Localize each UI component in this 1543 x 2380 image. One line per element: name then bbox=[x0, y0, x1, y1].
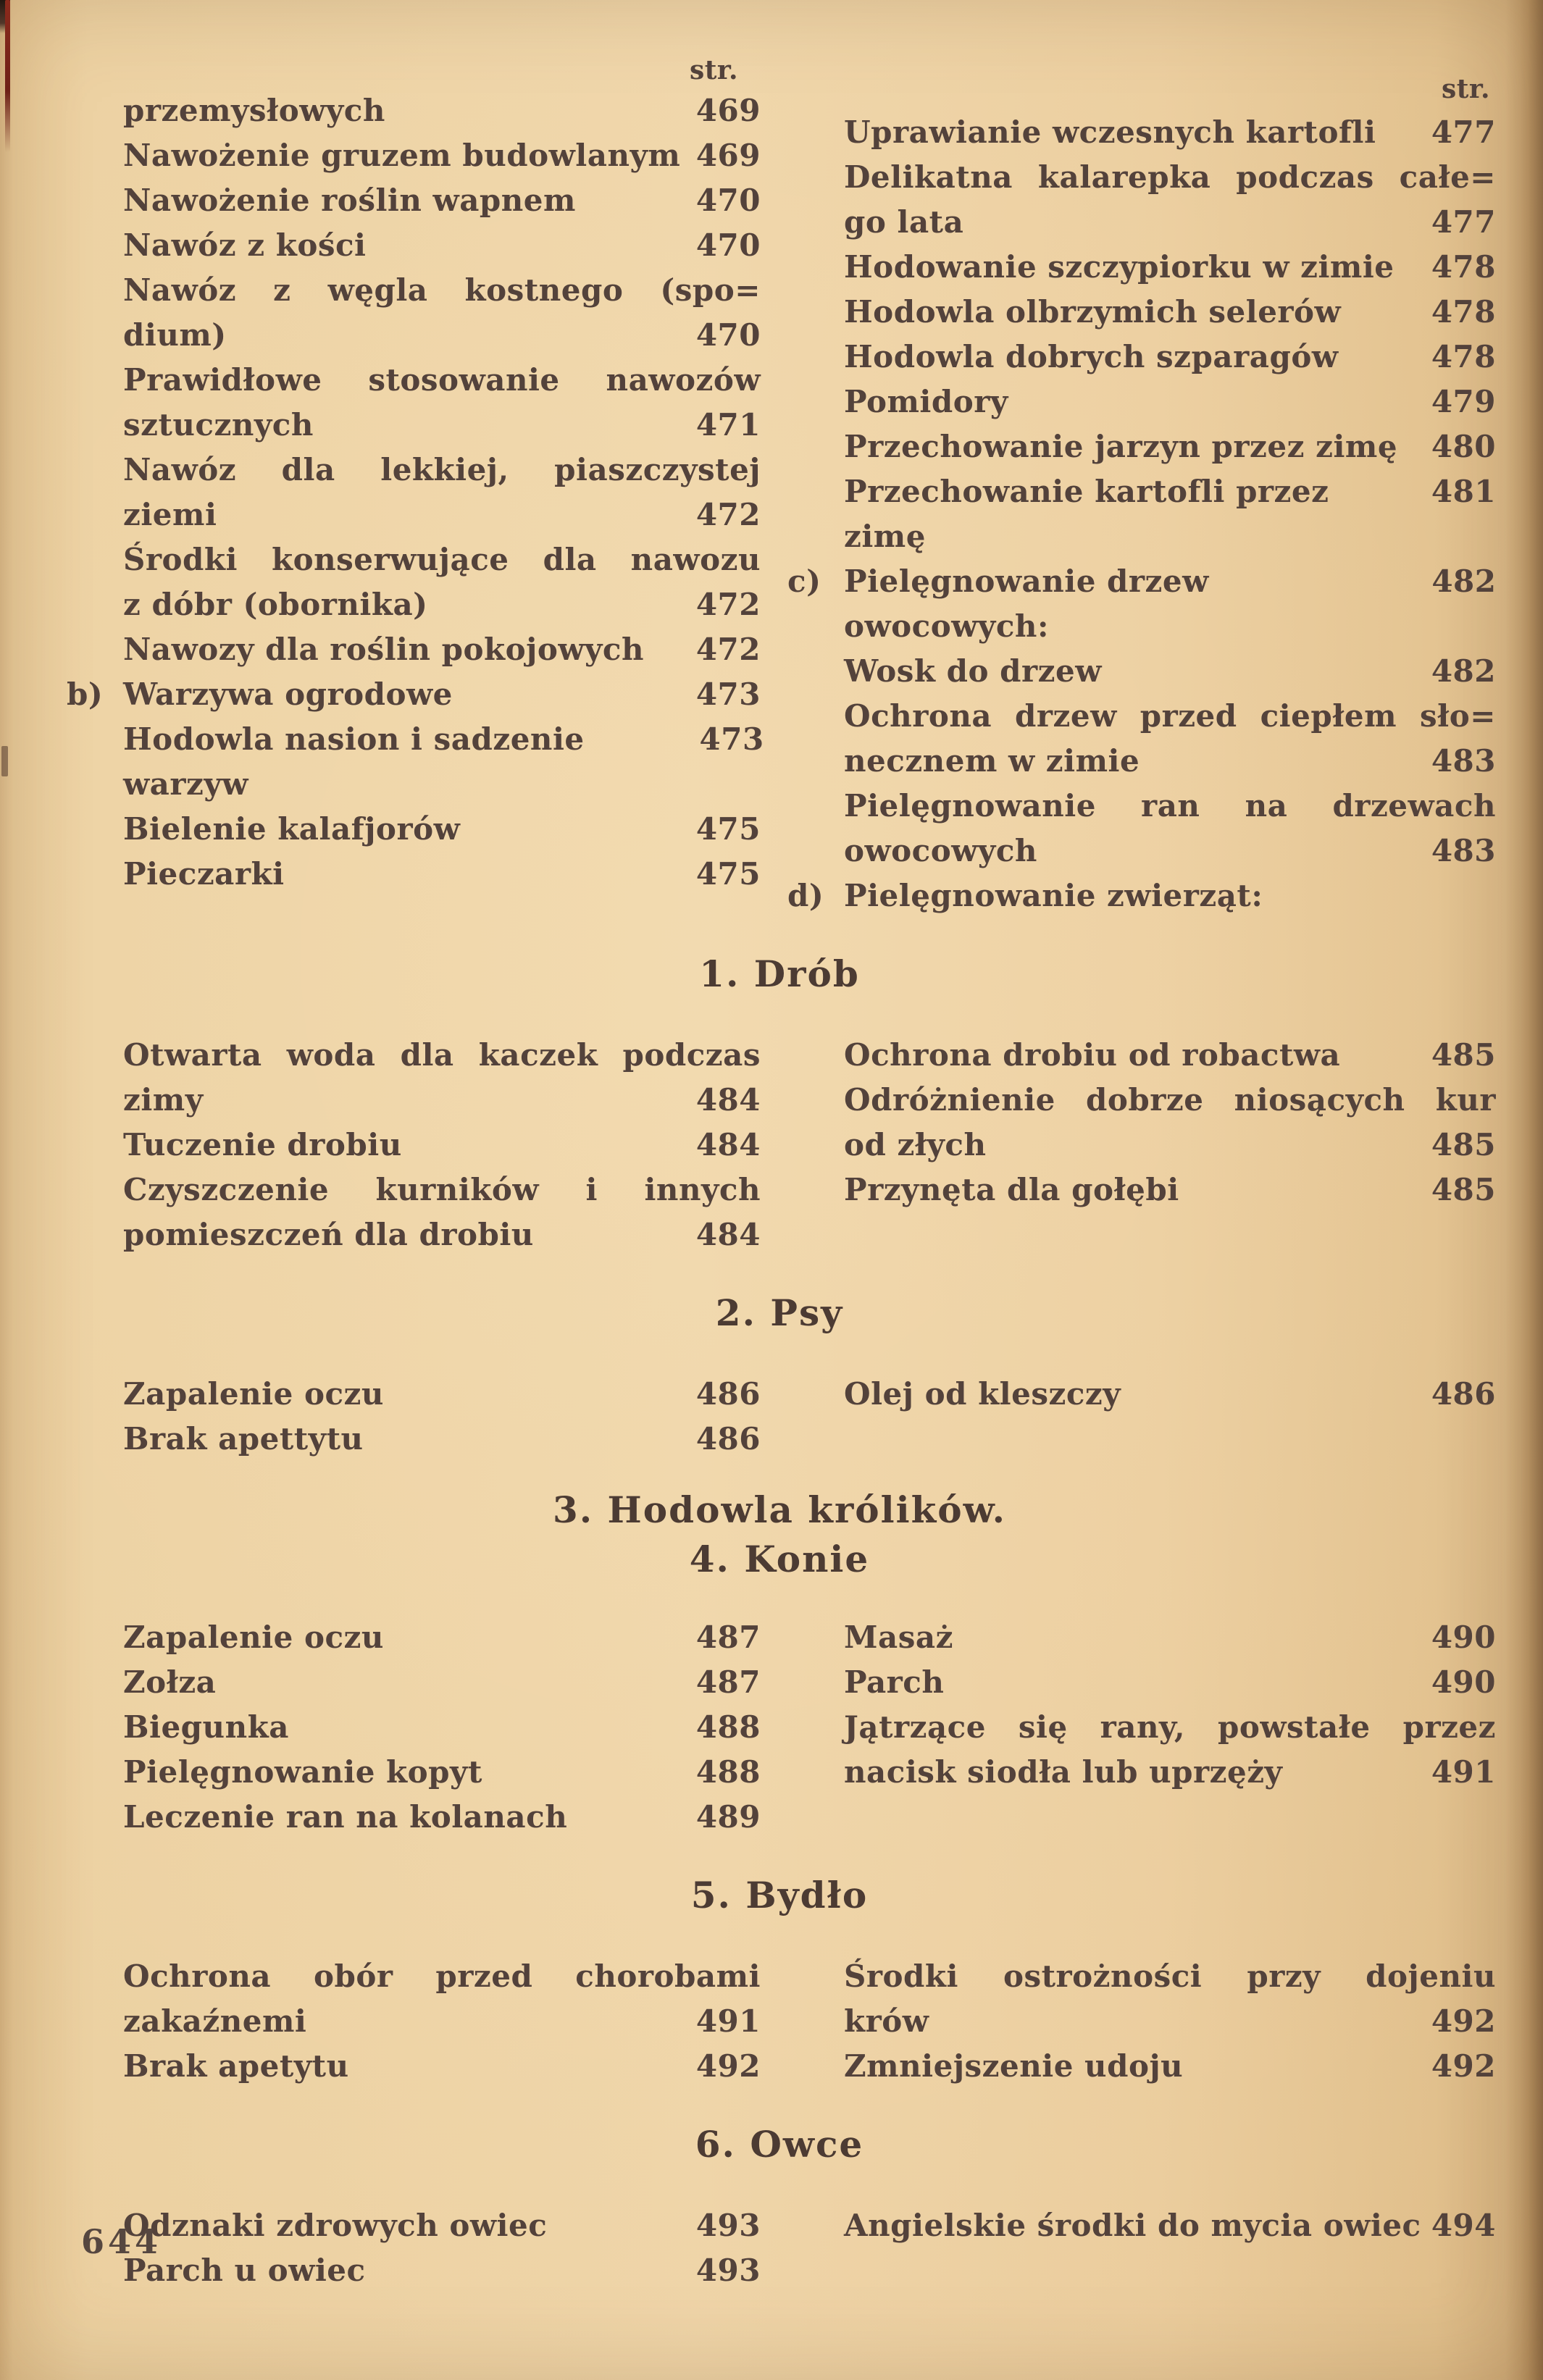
toc-entry bbox=[844, 649, 1496, 694]
entry-page-number: 478 bbox=[1431, 294, 1496, 330]
toc-entry bbox=[844, 290, 1496, 335]
toc-entry bbox=[844, 110, 1496, 155]
entry-last-line bbox=[123, 2248, 761, 2293]
section-columns bbox=[0, 1954, 1543, 2089]
toc-entry bbox=[123, 1123, 761, 1168]
entry-title: pomieszczeń dla drobiu bbox=[123, 1217, 534, 1252]
entry-last-line bbox=[123, 1795, 761, 1840]
entry-page-number: 470 bbox=[695, 227, 761, 263]
entry-title: Bielenie kalafjorów bbox=[123, 811, 461, 847]
entry-title: Leczenie ran na kolanach bbox=[123, 1799, 568, 1835]
entry-last-line bbox=[844, 1168, 1496, 1212]
toc-entry bbox=[844, 245, 1496, 290]
toc-entry bbox=[123, 358, 761, 448]
entry-title: zimy bbox=[123, 1082, 204, 1118]
entry-last-line bbox=[844, 245, 1496, 290]
section-heading: 1. Drób bbox=[699, 952, 860, 995]
toc-entry bbox=[844, 1033, 1496, 1078]
entry-page-number: 486 bbox=[1431, 1376, 1496, 1412]
entry-last-line bbox=[844, 290, 1496, 335]
entry-title: Odznaki zdrowych owiec bbox=[123, 2208, 548, 2243]
toc-entry bbox=[123, 448, 761, 537]
entry-text-line: Nawóz dla lekkiej, piaszczystej bbox=[123, 452, 761, 487]
entry-last-line bbox=[844, 335, 1496, 380]
entry-title: Pielęgnowanie drzew owocowych: bbox=[844, 563, 1209, 644]
entry-last-line bbox=[844, 1033, 1496, 1078]
entry-title: Masaż bbox=[844, 1620, 953, 1655]
entry-last-line bbox=[123, 2203, 761, 2248]
toc-entry bbox=[123, 1750, 761, 1795]
entry-title: Pieczarki bbox=[123, 856, 285, 892]
section-left-column bbox=[123, 1372, 761, 1462]
section-heading: 3. Hodowla królików. bbox=[552, 1488, 1007, 1531]
entry-title: przemysłowych bbox=[123, 93, 385, 128]
section-right-column bbox=[844, 2203, 1496, 2248]
toc-entry bbox=[844, 1168, 1496, 1212]
toc-entry bbox=[844, 380, 1496, 424]
entry-last-line bbox=[844, 110, 1496, 155]
entry-title: Nawożenie gruzem budowlanym bbox=[123, 138, 681, 173]
entry-text-line: Nawóz z węgla kostnego (spo= bbox=[123, 272, 761, 308]
section-columns bbox=[0, 2203, 1543, 2293]
entry-page-number: 491 bbox=[1431, 1754, 1496, 1790]
entry-title: Przechowanie kartofli przez zimę bbox=[844, 474, 1329, 554]
entry-last-line bbox=[844, 1660, 1496, 1705]
entry-last-line bbox=[844, 1123, 1496, 1168]
entry-title: Przynęta dla gołębi bbox=[844, 1172, 1179, 1207]
entry-page-number: 484 bbox=[695, 1217, 761, 1252]
entry-last-line bbox=[844, 1999, 1496, 2044]
entry-last-line bbox=[123, 313, 761, 358]
entry-title: Nawóz z kości bbox=[123, 227, 367, 263]
toc-entry bbox=[123, 2248, 761, 2293]
toc-entry bbox=[844, 335, 1496, 380]
entry-title: ziemi bbox=[123, 497, 217, 532]
entry-page-number: 482 bbox=[1431, 653, 1496, 689]
entry-title: Zmniejszenie udoju bbox=[844, 2048, 1184, 2084]
entry-title: owocowych bbox=[844, 833, 1037, 868]
entry-last-line bbox=[123, 672, 761, 717]
toc-entry bbox=[123, 852, 761, 897]
entry-last-line bbox=[844, 1750, 1496, 1795]
list-marker: d) bbox=[787, 878, 824, 913]
entry-page-number: 477 bbox=[1431, 114, 1496, 150]
entry-last-line bbox=[844, 873, 1496, 918]
entry-title: krów bbox=[844, 2003, 929, 2039]
entry-text-line: Ochrona obór przed chorobami bbox=[123, 1958, 761, 1994]
entry-page-number: 478 bbox=[1431, 339, 1496, 374]
entry-title: zakaźnemi bbox=[123, 2003, 307, 2039]
toc-entry bbox=[844, 2203, 1496, 2248]
toc-entry bbox=[123, 1615, 761, 1660]
toc-entry bbox=[844, 1660, 1496, 1705]
entry-title: Tuczenie drobiu bbox=[123, 1127, 402, 1162]
page-number: 644 bbox=[81, 2222, 162, 2261]
toc-entry bbox=[123, 1660, 761, 1705]
entry-last-line bbox=[123, 807, 761, 852]
entry-last-line bbox=[844, 1372, 1496, 1417]
toc-entry bbox=[844, 469, 1496, 559]
entry-title: Hodowanie szczypiorku w zimie bbox=[844, 249, 1394, 285]
entry-last-line bbox=[844, 739, 1496, 784]
section-left-column bbox=[123, 2203, 761, 2293]
entry-text-line: Otwarta woda dla kaczek podczas bbox=[123, 1037, 761, 1073]
entry-page-number: 492 bbox=[1431, 2048, 1496, 2084]
entry-last-line bbox=[123, 717, 764, 807]
toc-entry bbox=[123, 627, 761, 672]
section-columns bbox=[0, 1615, 1543, 1840]
toc-entry bbox=[123, 807, 761, 852]
entry-last-line bbox=[844, 380, 1496, 424]
entry-title: Olej od kleszczy bbox=[844, 1376, 1121, 1412]
toc-entry bbox=[123, 1168, 761, 1257]
entry-title: Nawożenie roślin wapnem bbox=[123, 183, 576, 218]
entry-page-number: 484 bbox=[695, 1082, 761, 1118]
entry-page-number: 472 bbox=[695, 497, 761, 532]
entry-last-line bbox=[123, 1660, 761, 1705]
toc-entry bbox=[844, 424, 1496, 469]
entry-text-line: Odróżnienie dobrze niosących kur bbox=[844, 1082, 1496, 1118]
entry-page-number: 485 bbox=[1431, 1127, 1496, 1162]
entry-last-line bbox=[123, 1615, 761, 1660]
entry-page-number: 482 bbox=[1431, 563, 1497, 599]
entry-last-line bbox=[123, 1705, 761, 1750]
entry-page-number: 479 bbox=[1431, 384, 1496, 419]
entry-page-number: 492 bbox=[695, 2048, 761, 2084]
entry-page-number: 490 bbox=[1431, 1664, 1496, 1700]
entry-last-line bbox=[844, 559, 1496, 649]
toc-entry bbox=[123, 1954, 761, 2044]
toc-entry bbox=[123, 1033, 761, 1123]
entry-page-number: 475 bbox=[695, 811, 761, 847]
entry-last-line bbox=[123, 493, 761, 537]
toc-entry bbox=[123, 717, 764, 807]
toc-entry bbox=[844, 1954, 1496, 2044]
entry-page-number: 492 bbox=[1431, 2003, 1496, 2039]
entry-page-number: 483 bbox=[1431, 743, 1496, 779]
toc-entry bbox=[123, 2044, 761, 2089]
section-heading: 2. Psy bbox=[715, 1291, 844, 1334]
toc-entry bbox=[123, 1705, 761, 1750]
entry-title: Brak apettytu bbox=[123, 1421, 364, 1457]
entry-last-line bbox=[123, 1078, 761, 1123]
section-columns bbox=[0, 1372, 1543, 1462]
toc-entry bbox=[123, 178, 761, 223]
list-marker: c) bbox=[787, 563, 821, 599]
toc-entry bbox=[123, 223, 761, 268]
entry-title: Hodowla dobrych szparagów bbox=[844, 339, 1339, 374]
entry-title: Wosk do drzew bbox=[844, 653, 1102, 689]
entry-last-line bbox=[844, 2203, 1496, 2248]
toc-entry bbox=[123, 133, 761, 178]
entry-title: Pielęgnowanie kopyt bbox=[123, 1754, 482, 1790]
entry-title: z dóbr (obornika) bbox=[123, 587, 428, 622]
entry-title: Pomidory bbox=[844, 384, 1008, 419]
entry-title: Ochrona drobiu od robactwa bbox=[844, 1037, 1341, 1073]
entry-title: Angielskie środki do mycia owiec bbox=[844, 2208, 1421, 2243]
entry-last-line bbox=[123, 223, 761, 268]
entry-text-line: Prawidłowe stosowanie nawozów bbox=[123, 362, 761, 398]
entry-title: Hodowla nasion i sadzenie warzyw bbox=[123, 721, 585, 802]
toc-entry bbox=[844, 1078, 1496, 1168]
section-right-column bbox=[844, 1033, 1496, 1212]
entry-text-line: Delikatna kalarepka podczas całe= bbox=[844, 159, 1496, 195]
entry-text-line: Środki ostrożności przy dojeniu bbox=[844, 1958, 1496, 1994]
entry-page-number: 493 bbox=[695, 2208, 761, 2243]
list-marker: b) bbox=[67, 676, 104, 712]
entry-page-number: 473 bbox=[699, 721, 764, 757]
entry-page-number: 475 bbox=[695, 856, 761, 892]
entry-page-number: 481 bbox=[1431, 474, 1497, 509]
entry-last-line bbox=[844, 424, 1496, 469]
entry-last-line bbox=[844, 829, 1496, 873]
toc-entry bbox=[844, 1372, 1496, 1417]
entry-last-line bbox=[123, 2044, 761, 2089]
entry-title: Hodowla olbrzymich selerów bbox=[844, 294, 1342, 330]
entry-title: necznem w zimie bbox=[844, 743, 1140, 779]
section-left-column bbox=[123, 1615, 761, 1840]
toc-entry bbox=[787, 559, 1497, 649]
toc-entry bbox=[844, 2044, 1496, 2089]
entry-page-number: 491 bbox=[695, 2003, 761, 2039]
entry-last-line bbox=[123, 403, 761, 448]
toc-entry bbox=[123, 537, 761, 627]
entry-last-line bbox=[123, 1212, 761, 1257]
entry-page-number: 477 bbox=[1431, 204, 1496, 240]
entry-text-line: Jątrzące się rany, powstałe przez bbox=[844, 1709, 1496, 1745]
intro-left-column bbox=[67, 88, 764, 897]
section-left-column bbox=[123, 1033, 761, 1257]
entry-last-line bbox=[123, 178, 761, 223]
entry-page-number: 486 bbox=[695, 1421, 761, 1457]
entry-page-number: 471 bbox=[695, 407, 761, 443]
entry-last-line bbox=[844, 200, 1496, 245]
section-right-column bbox=[844, 1954, 1496, 2089]
entry-title: Nawozy dla roślin pokojowych bbox=[123, 632, 645, 667]
toc-entry bbox=[123, 2203, 761, 2248]
entry-title: Zapalenie oczu bbox=[123, 1376, 384, 1412]
toc-entry bbox=[844, 784, 1496, 873]
entry-text-line: Pielęgnowanie ran na drzewach bbox=[844, 788, 1496, 824]
entry-page-number: 487 bbox=[695, 1620, 761, 1655]
entry-last-line bbox=[123, 627, 761, 672]
toc-entry bbox=[123, 1372, 761, 1417]
entry-title: Przechowanie jarzyn przez zimę bbox=[844, 429, 1398, 464]
toc-entry bbox=[123, 1417, 761, 1462]
entry-page-number: 486 bbox=[695, 1376, 761, 1412]
entry-text-line: Środki konserwujące dla nawozu bbox=[123, 542, 761, 577]
section-columns bbox=[0, 1033, 1543, 1257]
entry-page-number: 488 bbox=[695, 1709, 761, 1745]
entry-last-line bbox=[123, 1372, 761, 1417]
entry-title: Zapalenie oczu bbox=[123, 1620, 384, 1655]
section-heading: 4. Konie bbox=[689, 1538, 870, 1580]
entry-page-number: 473 bbox=[695, 676, 761, 712]
entry-title: Parch bbox=[844, 1664, 945, 1700]
entry-title: go lata bbox=[844, 204, 964, 240]
entry-title: Brak apetytu bbox=[123, 2048, 349, 2084]
entry-page-number: 494 bbox=[1431, 2208, 1496, 2243]
toc-entry bbox=[844, 155, 1496, 245]
column-headers bbox=[0, 48, 1543, 104]
section-heading: 5. Bydło bbox=[690, 1874, 869, 1916]
entry-page-number: 480 bbox=[1431, 429, 1496, 464]
entry-page-number: 493 bbox=[695, 2253, 761, 2288]
entry-last-line bbox=[123, 88, 761, 133]
entry-title: nacisk siodła lub uprzęży bbox=[844, 1754, 1283, 1790]
intro-columns bbox=[0, 88, 1543, 918]
intro-right-column bbox=[787, 88, 1497, 918]
entry-page-number: 484 bbox=[695, 1127, 761, 1162]
entry-title: Pielęgnowanie zwierząt: bbox=[844, 878, 1263, 913]
entry-last-line bbox=[123, 133, 761, 178]
entry-title: Uprawianie wczesnych kartofli bbox=[844, 114, 1376, 150]
toc-entry bbox=[844, 1705, 1496, 1795]
entry-last-line bbox=[123, 1123, 761, 1168]
entry-last-line bbox=[844, 1615, 1496, 1660]
entry-page-number: 472 bbox=[695, 632, 761, 667]
entry-last-line bbox=[123, 1750, 761, 1795]
entry-title: dium) bbox=[123, 317, 227, 353]
entry-last-line bbox=[123, 852, 761, 897]
entry-last-line bbox=[844, 469, 1496, 559]
entry-text-line: Ochrona drzew przed ciepłem sło= bbox=[844, 698, 1496, 734]
column-header-str-right: str. bbox=[1442, 74, 1491, 104]
column-header-str-left: str. bbox=[690, 55, 739, 85]
toc-entry bbox=[844, 694, 1496, 784]
entry-page-number: 490 bbox=[1431, 1620, 1496, 1655]
entry-title: Parch u owiec bbox=[123, 2253, 366, 2288]
entry-title: od złych bbox=[844, 1127, 987, 1162]
entry-last-line bbox=[123, 1417, 761, 1462]
entry-page-number: 487 bbox=[695, 1664, 761, 1700]
entry-page-number: 483 bbox=[1431, 833, 1496, 868]
entry-page-number: 485 bbox=[1431, 1172, 1496, 1207]
entry-page-number: 470 bbox=[695, 317, 761, 353]
section-heading: 6. Owce bbox=[695, 2123, 864, 2166]
entry-page-number: 472 bbox=[695, 587, 761, 622]
entry-text-line: Czyszczenie kurników i innych bbox=[123, 1172, 761, 1207]
entry-page-number: 470 bbox=[695, 183, 761, 218]
entry-page-number: 488 bbox=[695, 1754, 761, 1790]
toc-entry bbox=[67, 672, 761, 717]
entry-page-number: 478 bbox=[1431, 249, 1496, 285]
section-right-column bbox=[844, 1615, 1496, 1795]
toc-entry bbox=[123, 268, 761, 358]
entry-last-line bbox=[844, 2044, 1496, 2089]
section-left-column bbox=[123, 1954, 761, 2089]
entry-page-number: 469 bbox=[695, 93, 761, 128]
toc-entry bbox=[787, 873, 1496, 918]
toc-entry bbox=[123, 1795, 761, 1840]
entry-title: Biegunka bbox=[123, 1709, 289, 1745]
entry-last-line bbox=[123, 582, 761, 627]
toc-entry bbox=[123, 88, 761, 133]
entry-last-line bbox=[844, 649, 1496, 694]
entry-title: sztucznych bbox=[123, 407, 314, 443]
sections-container bbox=[0, 952, 1543, 2293]
entry-last-line bbox=[123, 1999, 761, 2044]
entry-page-number: 489 bbox=[695, 1799, 761, 1835]
section-right-column bbox=[844, 1372, 1496, 1417]
entry-page-number: 485 bbox=[1431, 1037, 1496, 1073]
toc-entry bbox=[844, 1615, 1496, 1660]
entry-page-number: 469 bbox=[695, 138, 761, 173]
entry-title: Warzywa ogrodowe bbox=[123, 676, 453, 712]
entry-title: Zołza bbox=[123, 1664, 217, 1700]
